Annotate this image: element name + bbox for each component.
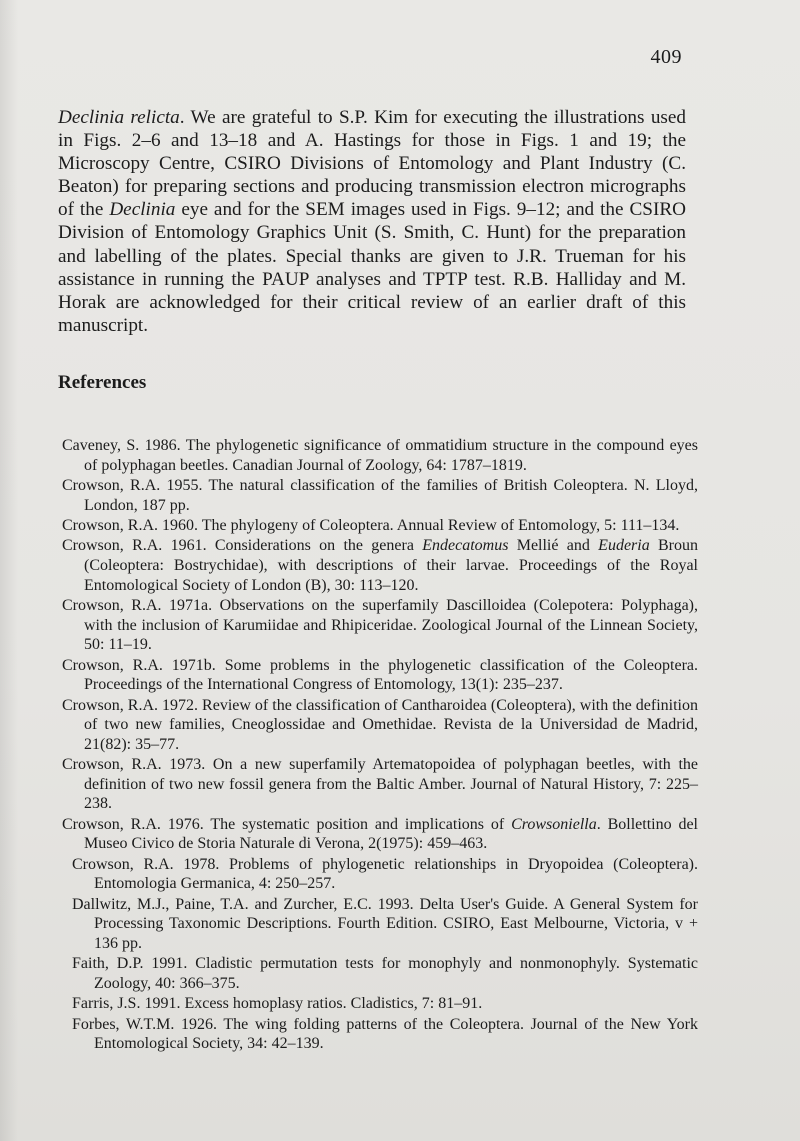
reference-entry [62,536,698,595]
reference-text: Crowson, R.A. 1955. The natural classification of the families of British Coleoptera. N. Lloyd, London, 187 pp. [62,476,698,514]
reference-entry [62,596,698,655]
reference-text: Forbes, W.T.M. 1926. The wing folding patterns of the Coleoptera. Journal of the New York Entomological Society, 34: 42–139. [72,1015,698,1053]
references-heading: References [58,372,147,393]
reference-text: Crowson, R.A. 1972. Review of the classification of Cantharoidea (Coleoptera), with the definition of two new families, Cneoglossidae and Omethidae. Revista de la Universidad de Madrid, 21(82): 35–77. [62,696,698,753]
reference-list [62,436,698,1055]
reference-text: Faith, D.P. 1991. Cladistic permutation tests for monophyly and nonmonophyly. Systematic Zoology, 40: 366–375. [72,955,698,992]
genus-name: Crowsoniella [511,815,597,833]
reference-text: Crowson, R.A. 1971b. Some problems in the phylogenetic classification of the Coleoptera. Proceedings of the International Congress of Entomology, 13(1): 235–237. [62,656,698,694]
reference-entry [62,755,698,814]
reference-entry [72,1015,698,1054]
page-fold-shadow [0,0,18,1141]
reference-text: Crowson, R.A. 1971a. Observations on the superfamily Dascilloidea (Colepotera: Polyphaga), with the inclusion of Karumiidae and Rhipiceridae. Zoological Journal of the Linnean Society, 50: 11–19. [62,596,698,654]
page-number: 409 [650,46,682,68]
reference-entry [62,656,698,695]
reference-entry [72,895,698,954]
reference-text: Crowson, R.A. 1976. The systematic position and implications of [62,815,512,833]
reference-text: Crowson, R.A. 1961. Considerations on the genera [62,537,423,555]
reference-text: Crowson, R.A. 1978. Problems of phylogenetic relationships in Dryopoidea (Coleoptera). Entomologia Germanica, 4: 250–257. [72,855,698,893]
reference-entry [72,855,698,894]
reference-entry [62,436,698,475]
acknowledgements-paragraph [58,106,686,337]
paragraph-text-2: eye and for the SEM images used in Figs. 9–12; and the CSIRO Division of Entomology Graphics Unit (S. Smith, C. Hunt) for the preparation and labelling of the plates. Special thanks are given to J.R. Trueman for his assistance in running the PAUP analyses and TPTP test. R.B. Halliday and M. Horak are acknowledged for their critical review of an earlier draft of this manuscript. [58,199,686,336]
genus-name: Declinia [109,199,176,221]
paragraph-text-1: . We are grateful to S.P. Kim for executing the illustrations used in Figs. 2–6 and 13–18 and A. Hastings for those in Figs. 1 and 19; the Microscopy Centre, CSIRO Divisions of Entomology and Plant Industry (C. Beaton) for preparing sections and producing transmission electron micrographs of the [58,107,686,221]
species-name: Declinia relicta [58,107,180,128]
reference-text: . Bollettino del Museo Civico de Storia Naturale di Verona, 2(1975): 459–463. [84,815,699,853]
reference-entry [62,815,698,854]
reference-entry [72,954,698,993]
reference-entry [62,516,698,536]
reference-text: Mellié and [508,537,599,555]
reference-text: Broun (Coleoptera: Bostrychidae), with descriptions of their larvae. Proceedings of the Royal Entomological Society of London (B), 30: 113–120. [84,537,699,594]
reference-text: Caveney, S. 1986. The phylogenetic significance of ommatidium structure in the compound eyes of polyphagan beetles. Canadian Journal of Zoology, 64: 1787–1819. [62,437,698,474]
reference-entry [72,994,698,1014]
reference-text: Crowson, R.A. 1973. On a new superfamily Artematopoidea of polyphagan beetles, with the definition of two new fossil genera from the Baltic Amber. Journal of Natural History, 7: 225–238. [62,756,698,813]
genus-name: Endecatomus [422,537,509,555]
reference-text: Dallwitz, M.J., Paine, T.A. and Zurcher, E.C. 1993. Delta User's Guide. A General System for Processing Taxonomic Descriptions. Fourth Edition. CSIRO, East Melbourne, Victoria, v + 136 pp. [72,895,698,952]
genus-name: Euderia [598,537,650,555]
reference-entry [62,476,698,515]
reference-entry [62,696,698,755]
reference-text: Crowson, R.A. 1960. The phylogeny of Coleoptera. Annual Review of Entomology, 5: 111–134. [62,516,680,534]
reference-text: Farris, J.S. 1991. Excess homoplasy ratios. Cladistics, 7: 81–91. [72,995,483,1013]
